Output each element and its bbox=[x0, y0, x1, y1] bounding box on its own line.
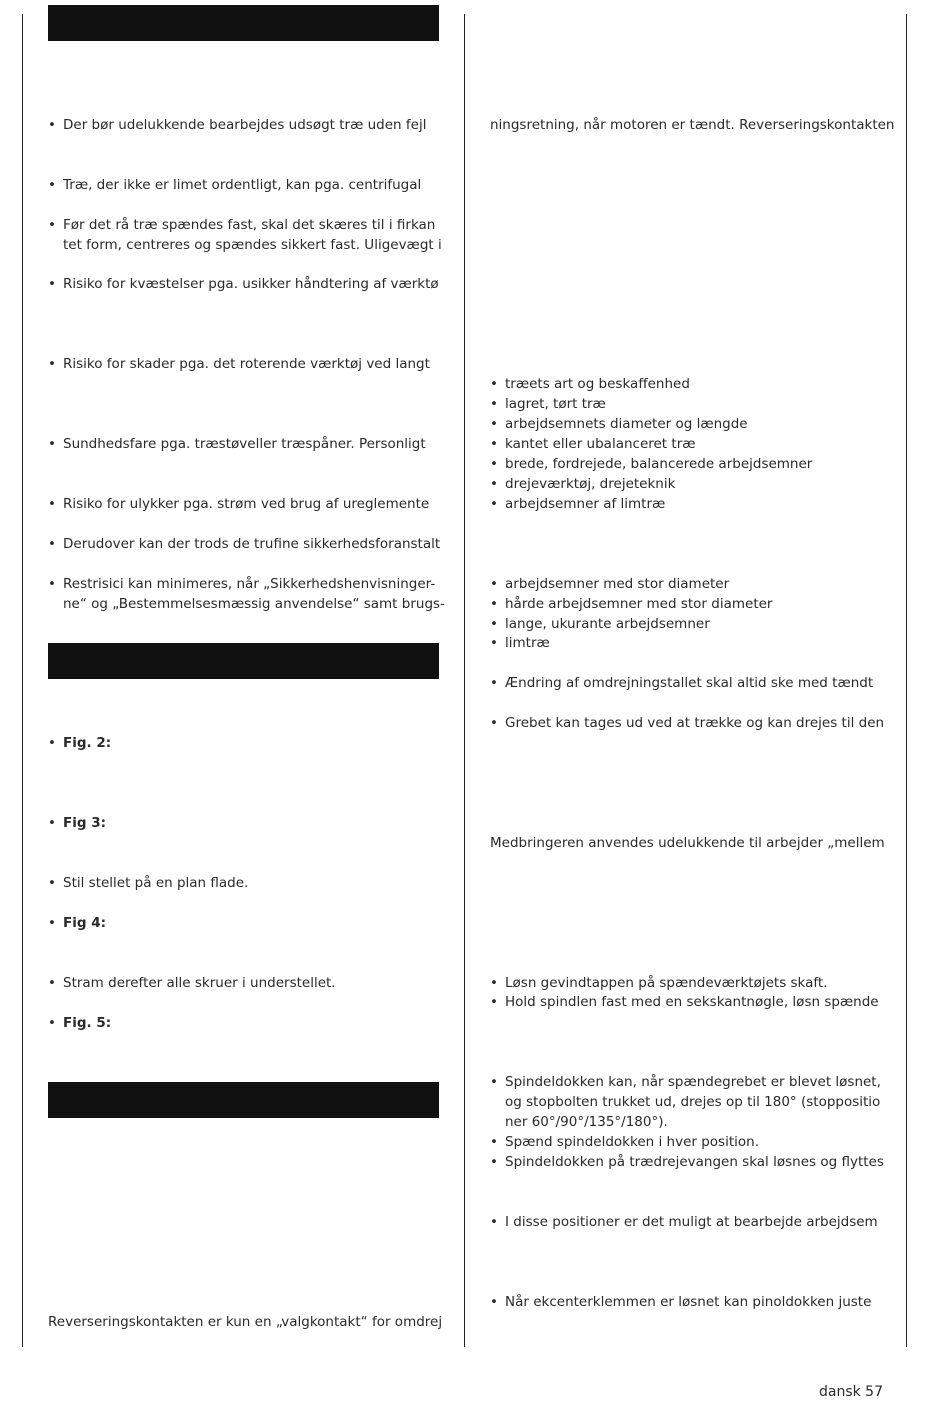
list-item: • brede, fordrejede, balancerede arbejdsemner bbox=[490, 454, 812, 474]
list-item: • Når ekcenterklemmen er løsnet kan pinoldokken juste bbox=[490, 1292, 871, 1312]
list-item: • Risiko for ulykker pga. strøm ved brug af ureglemente bbox=[48, 494, 429, 514]
list-item: • Risiko for kvæstelser pga. usikker håndtering af værktø bbox=[48, 274, 439, 294]
list-item: • Restrisici kan minimeres, når „Sikkerhedshenvisninger- ne“ og „Bestemmelsesmæssig anvendelse“ samt brugs- bbox=[48, 574, 445, 614]
list-item: • hårde arbejdsemner med stor diameter bbox=[490, 594, 772, 614]
fig-4-label: • Fig 4: bbox=[48, 913, 106, 933]
list-item: • arbejdsemner af limtræ bbox=[490, 494, 665, 514]
list-item: • Løsn gevindtappen på spændeværktøjets skaft. bbox=[490, 973, 828, 993]
list-item: • Grebet kan tages ud ved at trække og kan drejes til den bbox=[490, 713, 884, 733]
list-item: • kantet eller ubalanceret træ bbox=[490, 434, 696, 454]
list-item: • Sundhedsfare pga. træstøveller træspåner. Personligt bbox=[48, 434, 426, 454]
list-item: • Risiko for skader pga. det roterende værktøj ved langt bbox=[48, 354, 430, 374]
list-item: • arbejdsemnets diameter og længde bbox=[490, 414, 748, 434]
list-item: • Spænd spindeldokken i hver position. bbox=[490, 1132, 759, 1152]
list-item: • Før det rå træ spændes fast, skal det skæres til i firkan tet form, centreres og spændes sikkert fast. Uligevægt i bbox=[48, 215, 442, 255]
list-item: • I disse positioner er det muligt at bearbejde arbejdsem bbox=[490, 1212, 878, 1232]
list-item: • Der bør udelukkende bearbejdes udsøgt træ uden fejl bbox=[48, 115, 439, 135]
reversing-paragraph: Reverseringskontakten er kun en „valgkontakt“ for omdrej bbox=[48, 1314, 443, 1330]
center-rule bbox=[464, 14, 465, 1347]
list-item: • Stram derefter alle skruer i understellet. bbox=[48, 973, 336, 993]
left-rule bbox=[22, 14, 23, 1347]
list-item: • drejeværktøj, drejeteknik bbox=[490, 474, 675, 494]
fig-2-label: • Fig. 2: bbox=[48, 733, 111, 753]
list-item: • Ændring af omdrejningstallet skal altid ske med tændt bbox=[490, 673, 873, 693]
right-rule bbox=[906, 14, 907, 1347]
list-item: • Hold spindlen fast med en sekskantnøgle, løsn spænde bbox=[490, 992, 879, 1012]
list-item: • træets art og beskaffenhed bbox=[490, 374, 690, 394]
section-header-bar-3 bbox=[48, 1082, 439, 1118]
list-item: • limtræ bbox=[490, 633, 550, 653]
list-item: • Træ, der ikke er limet ordentligt, kan pga. centrifugal bbox=[48, 175, 421, 195]
list-item: • Spindeldokken på trædrejevangen skal løsnes og flyttes bbox=[490, 1152, 884, 1172]
fig-3-label: • Fig 3: bbox=[48, 813, 106, 833]
paragraph-line: Medbringeren anvendes udelukkende til arbejder „mellem bbox=[490, 835, 885, 851]
list-item: • Stil stellet på en plan flade. bbox=[48, 873, 248, 893]
paragraph-line: ningsretning, når motoren er tændt. Reverseringskontakten bbox=[490, 117, 895, 133]
list-item: • arbejdsemner med stor diameter bbox=[490, 574, 729, 594]
list-item: • Derudover kan der trods de trufine sikkerhedsforanstalt bbox=[48, 534, 440, 554]
section-header-bar-1 bbox=[48, 5, 439, 41]
list-item: • Spindeldokken kan, når spændegrebet er blevet løsnet, og stopbolten trukket ud, drejes op til 180° (stoppositio ner 60°/90°/135°/180°). bbox=[490, 1072, 881, 1132]
list-item: • lagret, tørt træ bbox=[490, 394, 606, 414]
fig-5-label: • Fig. 5: bbox=[48, 1013, 111, 1033]
section-header-bar-2 bbox=[48, 643, 439, 679]
list-item: • lange, ukurante arbejdsemner bbox=[490, 614, 710, 634]
page-number: dansk 57 bbox=[818, 1384, 883, 1400]
